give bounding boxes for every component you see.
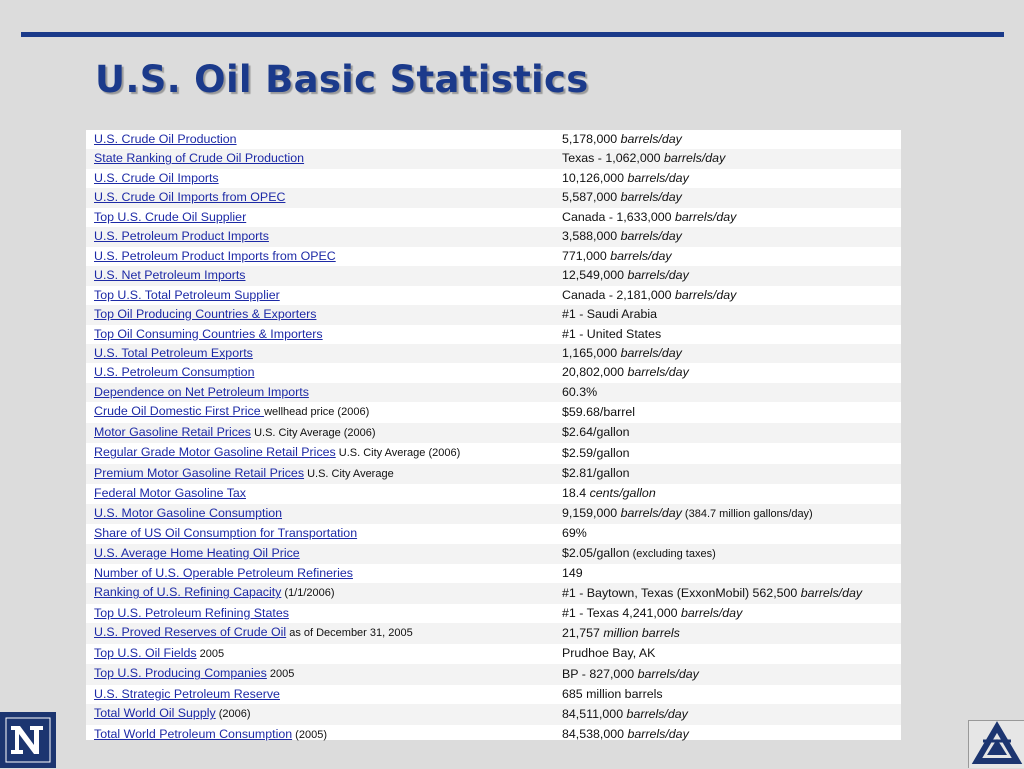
statistic-link[interactable]: U.S. Crude Oil Production [94,132,237,146]
table-row [86,524,901,543]
statistic-value: BP - 827,000 [562,666,635,681]
table-row [86,504,901,524]
statistic-value-cell [560,623,901,643]
table-row [86,583,901,603]
statistic-name-cell [86,604,560,623]
statistic-note: 2005 [266,668,295,681]
table-row [86,464,901,484]
statistic-note: (2005) [292,728,327,741]
statistic-note: U.S. City Average (2006) [335,447,461,460]
table-row [86,604,901,623]
statistic-value-cell [560,484,901,503]
statistic-name-cell [86,583,560,603]
statistic-name-cell [86,644,560,664]
statistic-link[interactable]: U.S. Motor Gasoline Consumption [94,506,283,521]
statistic-unit: barrels/day [627,170,689,185]
statistic-value: 60.3% [562,384,598,399]
statistic-name-cell [86,383,560,402]
statistic-name-cell [86,564,560,583]
statistic-value-cell [560,644,901,664]
table-row [86,149,901,168]
statistic-name-cell [86,208,560,227]
statistic-link[interactable]: Total World Oil Supply [94,706,216,721]
table-row [86,725,901,745]
statistic-note: as of December 31, 2005 [286,627,413,640]
statistic-unit: barrels/day [675,287,737,302]
statistic-unit: barrels/day [620,132,682,146]
statistic-value-cell [560,604,901,623]
statistic-unit: barrels/day [620,345,682,360]
statistic-name-cell [86,623,560,643]
statistic-value: 5,178,000 [562,132,618,146]
statistic-name-cell [86,149,560,168]
statistic-link[interactable]: Top U.S. Crude Oil Supplier [94,209,247,224]
statistic-link[interactable]: U.S. Proved Reserves of Crude Oil [94,625,287,640]
table-row [86,305,901,324]
statistic-value: 1,165,000 [562,345,618,360]
statistic-unit: million barrels [603,625,680,640]
table-row [86,685,901,704]
top-divider [21,32,1004,37]
statistic-value-cell [560,363,901,382]
table-row [86,266,901,285]
statistic-value-cell [560,443,901,463]
statistic-value: $2.05/gallon [562,545,630,560]
statistic-name-cell [86,484,560,503]
statistic-value-cell [560,504,901,524]
table-row [86,169,901,188]
statistic-value-cell [560,305,901,324]
slide-title: U.S. Oil Basic Statistics [95,58,589,101]
statistic-link[interactable]: U.S. Petroleum Consumption [94,365,255,380]
statistic-value: 84,538,000 [562,727,625,742]
statistic-unit: barrels/day [663,151,726,166]
statistic-name-cell [86,266,560,285]
statistic-name-cell [86,423,560,443]
statistic-value: 3,588,000 [562,229,618,244]
statistic-note: U.S. City Average [304,467,394,480]
statistic-link[interactable]: U.S. Petroleum Product Imports from OPEC [94,248,336,263]
statistic-value: Canada - 2,181,000 [562,287,672,302]
statistic-value-cell [560,286,901,305]
statistic-extra-note: (excluding taxes) [629,547,716,560]
table-row [86,325,901,344]
statistic-value-cell [560,583,901,603]
statistic-note: wellhead price (2006) [264,406,370,419]
statistic-unit: barrels/day [675,209,737,224]
statistic-note: (1/1/2006) [281,587,335,600]
statistic-link[interactable]: Ranking of U.S. Refining Capacity [94,585,282,600]
statistic-value: $2.81/gallon [562,466,630,481]
statistic-name-cell [86,524,560,543]
statistic-link[interactable]: Regular Grade Motor Gasoline Retail Prices [94,445,336,460]
statistic-name-cell [86,402,560,422]
statistic-value: 69% [562,526,587,541]
statistic-note: U.S. City Average (2006) [251,426,376,439]
statistic-value: 149 [562,565,583,580]
statistic-note: (2006) [215,708,251,721]
table-row [86,644,901,664]
statistic-link[interactable]: Motor Gasoline Retail Prices [94,424,252,439]
statistic-value: 21,757 [562,625,600,640]
statistic-value-cell [560,464,901,484]
statistic-link[interactable]: Top U.S. Producing Companies [94,666,267,681]
triangle-emblem-icon [968,720,1024,768]
statistic-link[interactable]: U.S. Average Home Heating Oil Price [94,546,300,561]
statistic-name-cell [86,504,560,524]
statistic-unit: barrels/day [626,706,688,721]
statistic-name-cell [86,286,560,305]
statistic-value: 18.4 [562,486,587,501]
statistic-value: 84,511,000 [562,706,624,721]
statistic-unit: barrels/day [610,248,672,263]
statistic-value-cell [560,208,901,227]
statistic-name-cell [86,130,560,149]
statistic-link[interactable]: Top U.S. Petroleum Refining States [94,605,289,620]
table-row [86,383,901,402]
statistic-link[interactable]: Top U.S. Total Petroleum Supplier [94,287,280,302]
statistic-name-cell [86,344,560,363]
table-row [86,484,901,503]
statistic-link[interactable]: Top U.S. Oil Fields [94,645,197,660]
statistic-value: 771,000 [562,248,607,263]
statistic-name-cell [86,247,560,266]
statistic-link[interactable]: Share of US Oil Consumption for Transportation [94,526,358,541]
statistic-extra-note: (384.7 million gallons/day) [681,507,813,520]
statistic-name-cell [86,325,560,344]
statistic-link[interactable]: U.S. Petroleum Product Imports [94,229,269,244]
statistic-link[interactable]: Premium Motor Gasoline Retail Prices [94,465,305,480]
statistic-name-cell [86,685,560,704]
university-n-logo-icon [0,712,56,768]
statistic-name-cell [86,725,560,745]
table-row [86,130,901,149]
statistic-note: 2005 [196,647,225,660]
statistic-value: 5,587,000 [562,190,618,205]
statistic-value: $2.59/gallon [562,445,630,460]
statistic-unit: barrels/day [637,666,699,681]
table-row [86,227,901,246]
statistic-name-cell [86,188,560,207]
statistic-value: #1 - United States [562,326,662,341]
statistic-name-cell [86,363,560,382]
statistic-link[interactable]: Number of U.S. Operable Petroleum Refineries [94,565,353,580]
table-row [86,208,901,227]
statistic-value-cell [560,664,901,684]
statistic-unit: barrels/day [680,605,743,620]
table-row [86,623,901,643]
statistic-value: #1 - Saudi Arabia [562,307,658,322]
statistic-value: 9,159,000 [562,505,618,520]
statistic-value-cell [560,685,901,704]
table-row [86,188,901,207]
statistic-link[interactable]: Total World Petroleum Consumption [94,726,293,741]
statistic-value-cell [560,564,901,583]
statistic-link[interactable]: Top Oil Consuming Countries & Importers [94,326,323,341]
statistic-value-cell [560,402,901,422]
table-row [86,247,901,266]
statistic-value: Canada - 1,633,000 [562,209,672,224]
table-row [86,423,901,443]
statistic-name-cell [86,227,560,246]
statistic-value: #1 - Baytown, Texas (ExxonMobil) 562,500 [562,585,798,600]
statistic-value-cell [560,266,901,285]
statistic-value-cell [560,188,901,207]
statistic-value-cell [560,524,901,543]
statistics-table [86,130,901,745]
statistic-link[interactable]: State Ranking of Crude Oil Production [94,151,305,166]
statistic-value-cell [560,169,901,188]
statistic-value: Texas - 1,062,000 [562,151,661,166]
statistic-value: 12,549,000 [562,268,625,283]
table-row [86,363,901,382]
statistic-link[interactable]: U.S. Crude Oil Imports [94,170,219,185]
table-row [86,402,901,422]
statistic-name-cell [86,704,560,724]
statistic-link[interactable]: Federal Motor Gasoline Tax [94,486,246,501]
statistic-value-cell [560,544,901,564]
statistic-value: $59.68/barrel [562,404,636,419]
statistic-link[interactable]: U.S. Total Petroleum Exports [94,345,253,360]
statistic-value: $2.64/gallon [562,425,630,440]
statistic-name-cell [86,544,560,564]
statistic-name-cell [86,169,560,188]
statistic-link[interactable]: U.S. Crude Oil Imports from OPEC [94,190,286,205]
statistic-name-cell [86,664,560,684]
table-row [86,443,901,463]
statistic-link[interactable]: Top Oil Producing Countries & Exporters [94,307,317,322]
statistic-value-cell [560,130,901,149]
table-row [86,544,901,564]
statistic-name-cell [86,443,560,463]
statistic-unit: barrels/day [627,727,689,742]
table-row [86,704,901,724]
table-row [86,344,901,363]
statistic-value-cell [560,704,901,724]
statistic-link[interactable]: U.S. Strategic Petroleum Reserve [94,686,280,701]
table-row [86,664,901,684]
statistic-value-cell [560,247,901,266]
statistic-unit: barrels/day [800,585,863,600]
statistic-link[interactable]: U.S. Net Petroleum Imports [94,268,246,283]
statistic-value: 20,802,000 [562,365,625,380]
statistic-name-cell [86,305,560,324]
statistic-value: 10,126,000 [562,170,625,185]
statistics-panel [86,130,901,740]
statistic-link[interactable]: Dependence on Net Petroleum Imports [94,384,309,399]
statistic-value-cell [560,725,901,745]
statistic-value-cell [560,227,901,246]
table-row [86,286,901,305]
statistic-unit: barrels/day [620,190,682,205]
statistic-unit: cents/gallon [589,486,656,501]
statistic-value-cell [560,344,901,363]
statistic-value-cell [560,325,901,344]
statistic-name-cell [86,464,560,484]
statistic-value: Prudhoe Bay, AK [562,646,656,661]
statistic-unit: barrels/day [620,229,682,244]
table-row [86,564,901,583]
statistic-unit: barrels/day [620,505,682,520]
statistic-value-cell [560,383,901,402]
statistic-link[interactable]: Crude Oil Domestic First Price [94,404,265,419]
statistic-value: #1 - Texas 4,241,000 [562,605,678,620]
statistic-value-cell [560,423,901,443]
statistic-value: 685 million barrels [562,686,663,701]
statistic-unit: barrels/day [627,365,689,380]
statistic-unit: barrels/day [627,268,689,283]
statistic-value-cell [560,149,901,168]
